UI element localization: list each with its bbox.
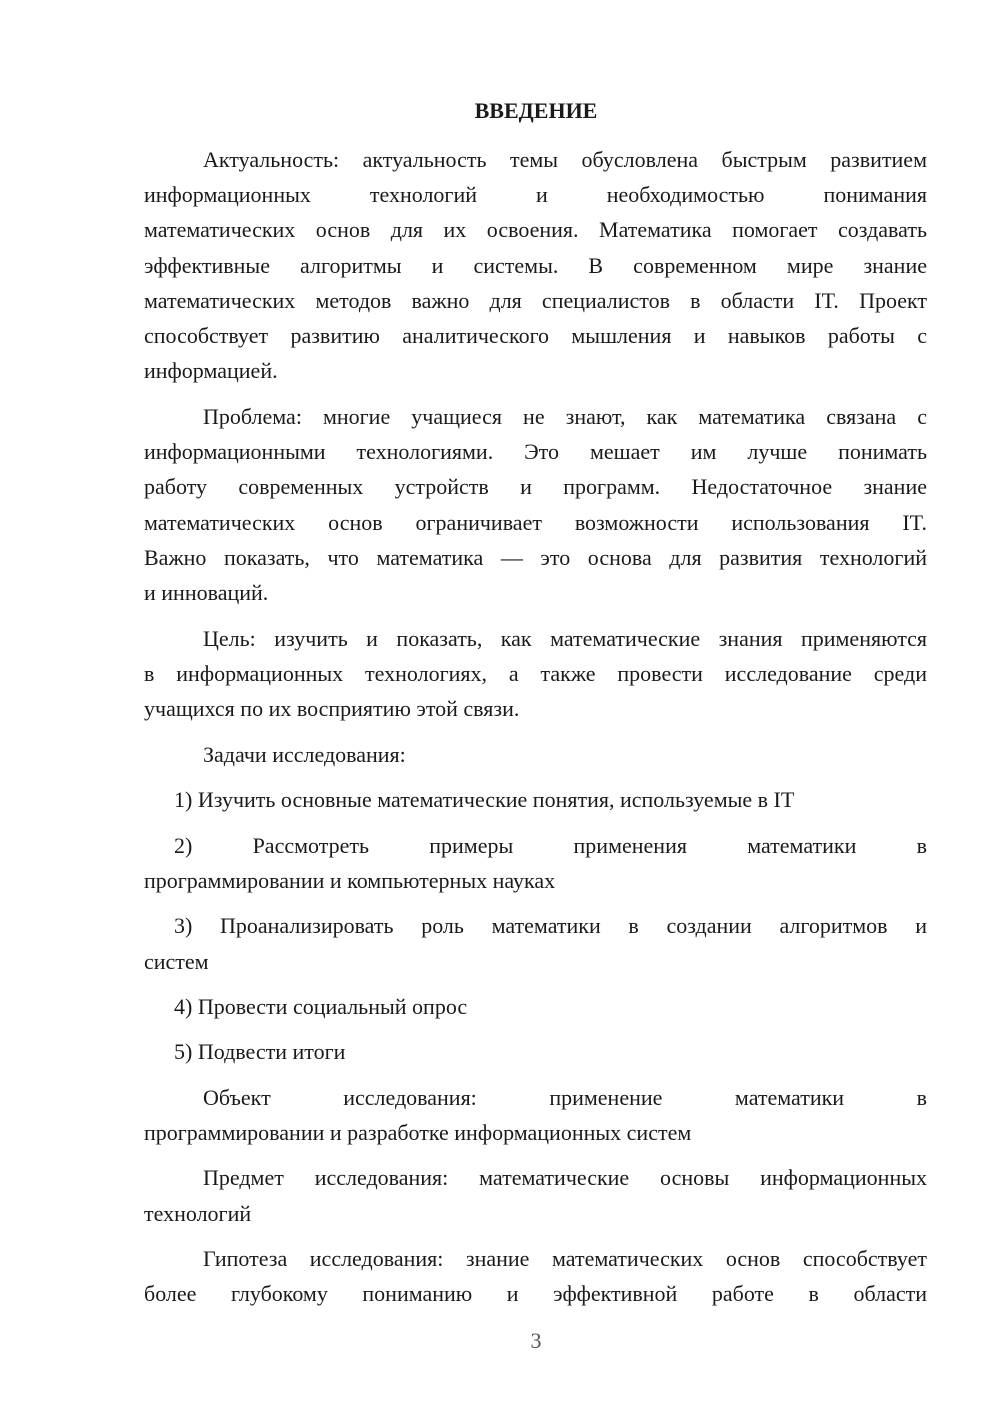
text-line: математических основ для их освоения. Математика помогает создавать (144, 217, 927, 242)
text-line: более глубокому пониманию и эффективной работе в области (144, 1281, 927, 1306)
text-line: Предмет исследования: математические основы информационных (203, 1165, 927, 1190)
text-line: программировании и разработке информационных систем (144, 1120, 692, 1145)
text-line: Объект исследования: применение математики в (203, 1085, 927, 1110)
text-line: математических методов важно для специалистов в области IT. Проект (144, 288, 927, 313)
page-number: 3 (530, 1328, 542, 1353)
text-line: Проблема: многие учащиеся не знают, как математика связана с (203, 404, 927, 429)
text-line: Гипотеза исследования: знание математических основ способствует (203, 1246, 927, 1271)
list-item: 3) Проанализировать роль математики в создании алгоритмов и (174, 913, 927, 938)
list-item: 4) Провести социальный опрос (174, 994, 468, 1019)
text-line: Важно показать, что математика — это основа для развития технологий (144, 545, 927, 570)
text-line: Актуальность: актуальность темы обусловлена быстрым развитием (203, 147, 927, 172)
text-line: Цель: изучить и показать, как математические знания применяются (203, 626, 927, 651)
text-line: информационными технологиями. Это мешает им лучше понимать (144, 439, 927, 464)
text-line: работу современных устройств и программ. Недостаточное знание (144, 474, 927, 499)
list-item: 1) Изучить основные математические понятия, используемые в IT (174, 787, 795, 812)
text-line: и инноваций. (144, 580, 269, 605)
text-line: в информационных технологиях, а также провести исследование среди (144, 661, 927, 686)
list-item: 2) Рассмотреть примеры применения математики в (174, 833, 927, 858)
text-line: математических основ ограничивает возможности использования IT. (144, 510, 927, 535)
text-line: технологий (144, 1201, 252, 1226)
text-line: Задачи исследования: (203, 742, 406, 767)
text-line: информационных технологий и необходимостью понимания (144, 182, 927, 207)
text-line: эффективные алгоритмы и системы. В современном мире знание (144, 253, 927, 278)
list-item: 5) Подвести итоги (174, 1039, 346, 1064)
page-title: ВВЕДЕНИЕ (474, 98, 598, 123)
text-line: программировании и компьютерных науках (144, 868, 556, 893)
text-line: систем (144, 949, 209, 974)
text-line: способствует развитию аналитического мышления и навыков работы с (144, 323, 927, 348)
text-line: информацией. (144, 358, 278, 383)
text-line: учащихся по их восприятию этой связи. (144, 696, 520, 721)
